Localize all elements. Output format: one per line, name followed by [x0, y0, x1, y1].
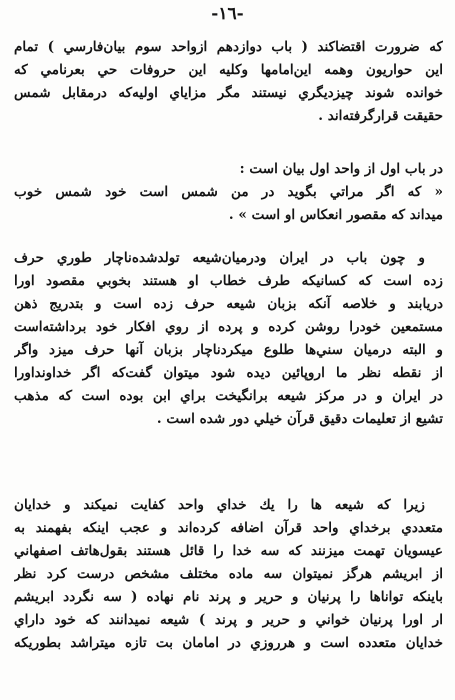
text-line: تشيع از تعليمات دقيق قرآن خيلي دور شده است .	[156, 411, 443, 427]
text-line: خوانده شوند چيزديگري نيستند مگر مزاياي اوليه‌كه درمقابل شمس	[14, 85, 443, 101]
text-line: مستمعين خودرا روشن كرده و پرده از روي افكار خود برداشته‌است	[14, 319, 443, 335]
text-line: ار اورا پرنيان خواني و حرير و پرند ) شيعه نميدانند كه خود داراي	[14, 612, 443, 628]
text-line: متعددي برخداي واحد قرآن اضافه كرده‌اند و عجب اينكه بفهمند به	[14, 520, 443, 536]
text-line: عيسويان تهمت ميزنند كه سه خدا را قائل هستند بقول‌هاتف اصفهاني	[14, 543, 443, 559]
text-line: زيرا كه شيعه ها را يك خداي واحد كفايت نميكند و خدايان	[14, 497, 425, 513]
text-line: خدايان متعدده است و هرروزي در امامان بت تازه ميتراشد بطوريكه	[14, 635, 443, 651]
quote-line: ميداند كه مقصور انعكاس او است » .	[228, 207, 443, 223]
text-line: و چون باب در ايران ودرميان‌شيعه تولدشده‌ناچار طوري حرف	[14, 250, 425, 266]
text-line: از نقطه نظر ما اروپائين ديده شود ميتوان گفت‌كه اگر خداوندا‌ورا	[14, 365, 443, 381]
text-line: كه ضرورت اقتضاكند ( باب دوازدهم ازواحد سوم بيان‌فارسي ) تمام	[14, 39, 443, 55]
text-line: دريابند و خلاصه آنكه بزبان شيعه حرف زده است و بتدريج ذهن	[14, 296, 443, 312]
text-line: زده است كه كسانيكه طرف خطاب او هستند بخوبي مقصود اورا	[14, 273, 443, 289]
paragraph-4	[14, 494, 443, 655]
paragraph-2	[14, 158, 443, 227]
text-line: در ايران و در مركز شيعه برانگيخت براي ابن بوده است كه مذهب	[14, 388, 443, 404]
text-line: باينكه تواناها را پرنيان و حرير و پرند نام نهاده ( سه نگردد ابريشم	[14, 589, 443, 605]
text-line: و البته درميان سني‌ها طلوع ميكرد‌ناچار بزبان آنها حرف ميزد واگر	[14, 342, 443, 358]
paragraph-3	[14, 247, 443, 431]
text-line: از ابريشم هرگز نميتوان سه ماده مختلف مشخص درست كرد نظر	[14, 566, 443, 582]
page-number: -١٦-	[211, 4, 244, 24]
text-line: حقيقت قرارگرفته‌اند .	[318, 108, 443, 124]
quote-line: « كه اگر مراتي بگويد در من شمس است خود شمس خوب	[14, 184, 443, 200]
paragraph-1	[14, 36, 443, 128]
text-line: در باب اول از واحد اول بيان است :	[239, 161, 443, 177]
text-line: اين حواريون وهمه اين‌امامها وكليه اين حروفات حي بعرنامي كه	[14, 62, 443, 78]
